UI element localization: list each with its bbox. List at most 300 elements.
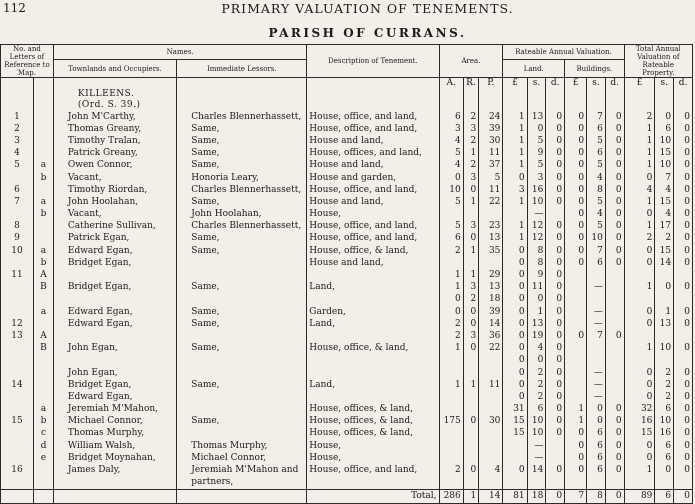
ref-number: 4 bbox=[1, 148, 34, 160]
land-pounds: 0 bbox=[503, 294, 527, 306]
table-row bbox=[1, 184, 693, 196]
blank bbox=[53, 489, 176, 503]
land-pence: 0 bbox=[546, 343, 565, 355]
area-acres: 5 bbox=[439, 196, 463, 208]
description bbox=[307, 330, 439, 342]
area-acres: 2 bbox=[439, 330, 463, 342]
area-perches bbox=[479, 391, 503, 403]
occupier: Catherine Sullivan, bbox=[53, 221, 176, 233]
ref-letter: b bbox=[34, 257, 54, 269]
total-pence bbox=[674, 355, 693, 367]
land-pence: 0 bbox=[546, 416, 565, 428]
land-pence: 0 bbox=[546, 355, 565, 367]
lessor: Same, bbox=[177, 148, 307, 160]
area-perches: 11 bbox=[479, 379, 503, 391]
ref-number bbox=[1, 404, 34, 416]
total-pounds: 0 bbox=[624, 391, 655, 403]
ref-number bbox=[1, 477, 34, 490]
description: House, offices, & land, bbox=[307, 416, 439, 428]
total-pounds: 32 bbox=[624, 404, 655, 416]
ref-letter: B bbox=[34, 282, 54, 294]
land-pounds: 1 bbox=[503, 148, 527, 160]
ref-number: 2 bbox=[1, 123, 34, 135]
land-shillings: 5 bbox=[527, 160, 546, 172]
land-pence: 0 bbox=[546, 221, 565, 233]
description: House and land, bbox=[307, 196, 439, 208]
occupier: John Egan, bbox=[53, 343, 176, 355]
buildings-shillings: 6 bbox=[587, 123, 606, 135]
occupier: Bridget Egan, bbox=[53, 379, 176, 391]
occupier: Timothy Tralan, bbox=[53, 135, 176, 147]
ref-letter bbox=[34, 221, 54, 233]
land-pence: 0 bbox=[546, 196, 565, 208]
ref-number bbox=[1, 306, 34, 318]
ref-number bbox=[1, 355, 34, 367]
area-roods: 1 bbox=[463, 269, 478, 281]
buildings-pounds: 0 bbox=[565, 245, 587, 257]
buildings-pounds bbox=[565, 379, 587, 391]
occupier: Thomas Greany, bbox=[53, 123, 176, 135]
lessor: Same, bbox=[177, 343, 307, 355]
buildings-pounds: 0 bbox=[565, 428, 587, 440]
buildings-pounds: 0 bbox=[565, 148, 587, 160]
area-perches bbox=[479, 367, 503, 379]
area-roods: 0 bbox=[463, 343, 478, 355]
area-acres bbox=[439, 355, 463, 367]
ref-letter bbox=[34, 367, 54, 379]
occupier: Patrick Egan, bbox=[53, 233, 176, 245]
table-row bbox=[1, 367, 693, 379]
table-row bbox=[1, 135, 693, 147]
ref-number: 8 bbox=[1, 221, 34, 233]
buildings-shillings: 6 bbox=[587, 257, 606, 269]
land-pounds: 3 bbox=[503, 184, 527, 196]
area-roods bbox=[463, 209, 478, 221]
total-pounds bbox=[624, 355, 655, 367]
occupier: Edward Egan, bbox=[53, 391, 176, 403]
lessor bbox=[177, 367, 307, 379]
total-pence: 0 bbox=[674, 282, 693, 294]
land-pounds: 0 bbox=[503, 355, 527, 367]
land-pence bbox=[546, 209, 565, 221]
lessor bbox=[177, 257, 307, 269]
col-header-description: Description of Tenement. bbox=[307, 45, 439, 78]
total-shillings: 6 bbox=[655, 123, 674, 135]
area-perches bbox=[479, 355, 503, 367]
buildings-pence bbox=[605, 318, 624, 330]
description: Land, bbox=[307, 282, 439, 294]
area-acres: 3 bbox=[439, 123, 463, 135]
lessor: Same, bbox=[177, 416, 307, 428]
land-shillings: 3 bbox=[527, 172, 546, 184]
total-pounds: 2 bbox=[624, 233, 655, 245]
land-pence: 0 bbox=[546, 294, 565, 306]
description: House, offices, & land, bbox=[307, 428, 439, 440]
occupier: Jeremiah M'Mahon, bbox=[53, 404, 176, 416]
ref-letter bbox=[34, 135, 54, 147]
ref-letter: a bbox=[34, 245, 54, 257]
land-pounds: 0 bbox=[503, 330, 527, 342]
area-roods bbox=[463, 404, 478, 416]
area-perches: 39 bbox=[479, 306, 503, 318]
land-pence: 0 bbox=[546, 184, 565, 196]
land-pounds bbox=[503, 477, 527, 490]
buildings-shillings: — bbox=[587, 282, 606, 294]
buildings-pence bbox=[605, 379, 624, 391]
table-row bbox=[1, 379, 693, 391]
total-pounds: 0 bbox=[624, 452, 655, 464]
land-shillings: 19 bbox=[527, 330, 546, 342]
total-pounds: 1 bbox=[624, 135, 655, 147]
area-roods: 1 bbox=[463, 148, 478, 160]
buildings-pence bbox=[605, 306, 624, 318]
total-shillings: 16 bbox=[655, 428, 674, 440]
land-shillings: 11 bbox=[527, 282, 546, 294]
land-pounds: 0 bbox=[503, 379, 527, 391]
buildings-pounds: 0 bbox=[565, 135, 587, 147]
land-shillings: — bbox=[527, 209, 546, 221]
land-pence: 0 bbox=[546, 282, 565, 294]
ref-letter: A bbox=[34, 330, 54, 342]
land-pounds: 0 bbox=[503, 257, 527, 269]
land-pence: 0 bbox=[546, 404, 565, 416]
ref-letter bbox=[34, 111, 54, 123]
lessor: Same, bbox=[177, 245, 307, 257]
land-shillings: 14 bbox=[527, 464, 546, 476]
blank bbox=[1, 489, 34, 503]
total-pence: 0 bbox=[674, 428, 693, 440]
total-pence: 0 bbox=[674, 196, 693, 208]
area-acres: 1 bbox=[439, 282, 463, 294]
total-pounds bbox=[624, 269, 655, 281]
page-number: 112 bbox=[3, 1, 26, 15]
area-roods bbox=[463, 391, 478, 403]
occupier bbox=[53, 294, 176, 306]
buildings-shillings bbox=[587, 269, 606, 281]
ref-number: 9 bbox=[1, 233, 34, 245]
buildings-pounds: 0 bbox=[565, 172, 587, 184]
ref-letter bbox=[34, 464, 54, 476]
area-roods: 3 bbox=[463, 221, 478, 233]
area-acres: 2 bbox=[439, 464, 463, 476]
buildings-shillings: 0 bbox=[587, 404, 606, 416]
ref-number bbox=[1, 343, 34, 355]
total-shillings: 4 bbox=[655, 209, 674, 221]
total-shillings: 17 bbox=[655, 221, 674, 233]
description: House and land, bbox=[307, 160, 439, 172]
area-perches: 29 bbox=[479, 269, 503, 281]
ref-number: 11 bbox=[1, 269, 34, 281]
area-perches bbox=[479, 404, 503, 416]
buildings-pounds: 0 bbox=[565, 221, 587, 233]
area-perches bbox=[479, 209, 503, 221]
grand-total-pounds: 89 bbox=[624, 489, 655, 503]
buildings-shillings bbox=[587, 355, 606, 367]
section-ref: (Ord. S. 39.) bbox=[53, 100, 176, 111]
area-perches bbox=[479, 477, 503, 490]
land-shillings: 9 bbox=[527, 148, 546, 160]
buildings-pounds: 0 bbox=[565, 184, 587, 196]
buildings-pence: 0 bbox=[605, 221, 624, 233]
ref-number: 7 bbox=[1, 196, 34, 208]
total-shillings: 2 bbox=[655, 379, 674, 391]
land-pence: 0 bbox=[546, 172, 565, 184]
area-perches: 14 bbox=[479, 318, 503, 330]
description: House, office, and land, bbox=[307, 184, 439, 196]
total-area-roods: 1 bbox=[463, 489, 478, 503]
ref-letter: b bbox=[34, 172, 54, 184]
area-roods: 1 bbox=[463, 196, 478, 208]
total-shillings: 6 bbox=[655, 440, 674, 452]
area-acres: 2 bbox=[439, 245, 463, 257]
buildings-pence bbox=[605, 355, 624, 367]
buildings-pence: 0 bbox=[605, 428, 624, 440]
total-shillings: 15 bbox=[655, 196, 674, 208]
buildings-pence: 0 bbox=[605, 209, 624, 221]
description: House, bbox=[307, 440, 439, 452]
area-roods: 1 bbox=[463, 245, 478, 257]
unit-shillings: s. bbox=[655, 78, 674, 90]
area-acres: 5 bbox=[439, 221, 463, 233]
description bbox=[307, 355, 439, 367]
occupier: Edward Egan, bbox=[53, 245, 176, 257]
buildings-shillings: — bbox=[587, 379, 606, 391]
land-shillings: 13 bbox=[527, 318, 546, 330]
land-shillings: 5 bbox=[527, 135, 546, 147]
ref-number: 16 bbox=[1, 464, 34, 476]
buildings-shillings: 7 bbox=[587, 330, 606, 342]
total-pence bbox=[674, 269, 693, 281]
occupier bbox=[53, 355, 176, 367]
total-pounds: 16 bbox=[624, 416, 655, 428]
buildings-shillings: 6 bbox=[587, 452, 606, 464]
total-pence: 0 bbox=[674, 172, 693, 184]
land-pence: 0 bbox=[546, 367, 565, 379]
occupier: Timothy Riordan, bbox=[53, 184, 176, 196]
total-shillings bbox=[655, 330, 674, 342]
land-shillings: 12 bbox=[527, 221, 546, 233]
table-row bbox=[1, 196, 693, 208]
land-shillings: 0 bbox=[527, 294, 546, 306]
total-shillings bbox=[655, 294, 674, 306]
ref-number bbox=[1, 367, 34, 379]
ref-number bbox=[1, 209, 34, 221]
area-acres: 175 bbox=[439, 416, 463, 428]
buildings-shillings: — bbox=[587, 318, 606, 330]
buildings-pounds bbox=[565, 306, 587, 318]
area-roods bbox=[463, 477, 478, 490]
table-row bbox=[1, 282, 693, 294]
land-pounds: 15 bbox=[503, 416, 527, 428]
area-acres bbox=[439, 404, 463, 416]
lessor: Same, bbox=[177, 160, 307, 172]
ref-letter bbox=[34, 391, 54, 403]
ref-letter: b bbox=[34, 416, 54, 428]
ref-letter bbox=[34, 477, 54, 490]
area-perches: 11 bbox=[479, 148, 503, 160]
ref-number: 12 bbox=[1, 318, 34, 330]
land-pounds: 1 bbox=[503, 221, 527, 233]
buildings-pounds bbox=[565, 269, 587, 281]
total-pounds: 1 bbox=[624, 282, 655, 294]
land-shillings: 12 bbox=[527, 233, 546, 245]
land-pounds bbox=[503, 440, 527, 452]
area-roods: 1 bbox=[463, 379, 478, 391]
total-shillings: 6 bbox=[655, 452, 674, 464]
description: House, bbox=[307, 209, 439, 221]
buildings-pounds: 0 bbox=[565, 440, 587, 452]
buildings-pence: 0 bbox=[605, 184, 624, 196]
lessor: Same, bbox=[177, 196, 307, 208]
buildings-shillings bbox=[587, 294, 606, 306]
land-pence: 0 bbox=[546, 379, 565, 391]
lessor bbox=[177, 355, 307, 367]
total-shillings: 7 bbox=[655, 172, 674, 184]
area-perches bbox=[479, 452, 503, 464]
total-shillings: 1 bbox=[655, 306, 674, 318]
land-pounds: 0 bbox=[503, 318, 527, 330]
land-shillings: 1 bbox=[527, 306, 546, 318]
total-pence: 0 bbox=[674, 306, 693, 318]
occupier: William Walsh, bbox=[53, 440, 176, 452]
lessor: Charles Blennerhassett, bbox=[177, 184, 307, 196]
total-pence: 0 bbox=[674, 233, 693, 245]
description: House, office, and land, bbox=[307, 123, 439, 135]
total-pence: 0 bbox=[674, 452, 693, 464]
area-perches bbox=[479, 257, 503, 269]
table-row bbox=[1, 257, 693, 269]
land-pence: 0 bbox=[546, 269, 565, 281]
buildings-shillings: 6 bbox=[587, 440, 606, 452]
lessor: Charles Blennerhassett, bbox=[177, 111, 307, 123]
total-pence: 0 bbox=[674, 184, 693, 196]
ref-number bbox=[1, 428, 34, 440]
land-pence: 0 bbox=[546, 233, 565, 245]
area-perches: 11 bbox=[479, 184, 503, 196]
buildings-pence: 0 bbox=[605, 440, 624, 452]
area-perches: 30 bbox=[479, 416, 503, 428]
section-name: KILLEENS. bbox=[53, 89, 176, 100]
page-title: PRIMARY VALUATION OF TENEMENTS. bbox=[221, 1, 514, 16]
ref-letter bbox=[34, 148, 54, 160]
buildings-pounds bbox=[565, 343, 587, 355]
buildings-pence: 0 bbox=[605, 416, 624, 428]
table-row bbox=[1, 428, 693, 440]
total-shillings bbox=[655, 269, 674, 281]
land-pounds: 0 bbox=[503, 367, 527, 379]
occupier: Thomas Murphy, bbox=[53, 428, 176, 440]
buildings-pence bbox=[605, 367, 624, 379]
occupier: Bridget Moynahan, bbox=[53, 452, 176, 464]
land-shillings bbox=[527, 477, 546, 490]
land-pence: 0 bbox=[546, 330, 565, 342]
buildings-pence: 0 bbox=[605, 160, 624, 172]
buildings-pence: 0 bbox=[605, 123, 624, 135]
buildings-shillings: 7 bbox=[587, 245, 606, 257]
description bbox=[307, 367, 439, 379]
buildings-pence: 0 bbox=[605, 196, 624, 208]
buildings-pence: 0 bbox=[605, 111, 624, 123]
land-pence: 0 bbox=[546, 123, 565, 135]
buildings-pounds: 0 bbox=[565, 257, 587, 269]
ref-letter: A bbox=[34, 269, 54, 281]
total-land-pounds: 81 bbox=[503, 489, 527, 503]
total-pounds: 2 bbox=[624, 111, 655, 123]
buildings-shillings: 5 bbox=[587, 196, 606, 208]
occupier: Bridget Egan, bbox=[53, 282, 176, 294]
total-pence: 0 bbox=[674, 135, 693, 147]
parish-title: PARISH OF CURRANS. bbox=[268, 26, 467, 40]
col-header-rateable: Rateable Annual Valuation. bbox=[503, 45, 624, 60]
total-buildings-pence: 0 bbox=[605, 489, 624, 503]
valuation-table bbox=[0, 44, 693, 504]
area-roods: 3 bbox=[463, 123, 478, 135]
area-perches bbox=[479, 428, 503, 440]
total-shillings: 15 bbox=[655, 148, 674, 160]
occupier: Owen Connor, bbox=[53, 160, 176, 172]
total-shillings bbox=[655, 477, 674, 490]
total-shillings: 2 bbox=[655, 233, 674, 245]
lessor bbox=[177, 294, 307, 306]
area-roods: 2 bbox=[463, 160, 478, 172]
total-pounds: 0 bbox=[624, 257, 655, 269]
total-pounds: 1 bbox=[624, 148, 655, 160]
total-shillings: 2 bbox=[655, 391, 674, 403]
land-pounds: 0 bbox=[503, 391, 527, 403]
total-shillings: 10 bbox=[655, 343, 674, 355]
total-buildings-shillings: 8 bbox=[587, 489, 606, 503]
buildings-pounds: 1 bbox=[565, 404, 587, 416]
buildings-shillings bbox=[587, 343, 606, 355]
table-row bbox=[1, 416, 693, 428]
occupier: John Hoolahan, bbox=[53, 196, 176, 208]
ref-number bbox=[1, 294, 34, 306]
col-header-no: No. and Letters of Reference to Map. bbox=[1, 45, 54, 78]
land-pounds: 0 bbox=[503, 306, 527, 318]
ref-letter: e bbox=[34, 452, 54, 464]
ref-letter: a bbox=[34, 404, 54, 416]
buildings-shillings: 4 bbox=[587, 172, 606, 184]
land-pounds: 1 bbox=[503, 233, 527, 245]
total-pence: 0 bbox=[674, 209, 693, 221]
buildings-pence bbox=[605, 269, 624, 281]
area-acres: 1 bbox=[439, 343, 463, 355]
area-roods: 0 bbox=[463, 184, 478, 196]
area-acres bbox=[439, 209, 463, 221]
total-pounds: 1 bbox=[624, 343, 655, 355]
description: Land, bbox=[307, 318, 439, 330]
buildings-pounds bbox=[565, 294, 587, 306]
table-row bbox=[1, 294, 693, 306]
area-acres bbox=[439, 391, 463, 403]
buildings-pounds: 1 bbox=[565, 416, 587, 428]
total-pounds: 0 bbox=[624, 172, 655, 184]
buildings-pounds bbox=[565, 391, 587, 403]
description: House, office, and land, bbox=[307, 233, 439, 245]
description bbox=[307, 269, 439, 281]
area-acres bbox=[439, 428, 463, 440]
buildings-pence: 0 bbox=[605, 404, 624, 416]
buildings-shillings: 8 bbox=[587, 184, 606, 196]
ref-number bbox=[1, 440, 34, 452]
total-pence: 0 bbox=[674, 404, 693, 416]
area-perches bbox=[479, 440, 503, 452]
buildings-pounds: 0 bbox=[565, 452, 587, 464]
area-acres bbox=[439, 477, 463, 490]
total-land-shillings: 18 bbox=[527, 489, 546, 503]
ref-number: 3 bbox=[1, 135, 34, 147]
occupier bbox=[53, 477, 176, 490]
